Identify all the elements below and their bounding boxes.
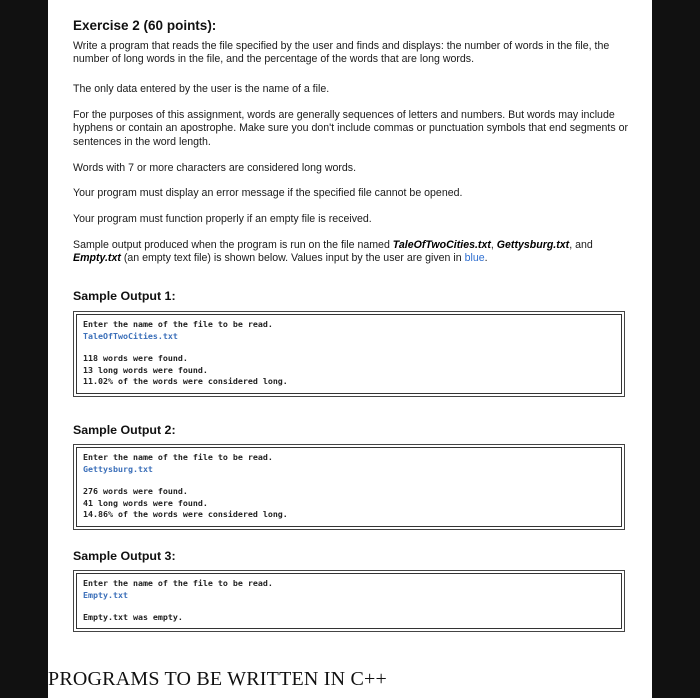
sample-heading-1: Sample Output 1: — [73, 289, 176, 303]
intro-after: (an empty text file) is shown below. Values input by the user are given in — [120, 252, 465, 265]
exercise-title: Exercise 2 (60 points): — [73, 18, 217, 33]
paragraph-task: Write a program that reads the file specified by the user and finds and displays: the number of words in the file, the number of long words in the file, and the percentage of the words that are long words. — [73, 40, 610, 66]
sample-output-box-1 — [73, 311, 625, 397]
paragraph-word-definition: For the purposes of this assignment, words are generally sequences of letters and numbers. But words may include hyphens or contain an apostrophe. Make sure you don't include commas or punctuation symbols that end segments or sentences in the word length. — [73, 109, 628, 148]
result-line: 118 words were found. — [83, 353, 188, 364]
user-input-line: Gettysburg.txt — [83, 463, 153, 474]
user-input-line: Empty.txt — [83, 589, 128, 600]
prompt-line: Enter the name of the file to be read. — [83, 319, 273, 329]
result-line: 13 long words were found. — [83, 364, 208, 375]
document-page — [60, 0, 640, 698]
console-output-3 — [76, 573, 622, 629]
paragraph-sample-intro — [73, 239, 633, 266]
right-border-bar — [652, 0, 700, 698]
console-output-2 — [76, 447, 622, 527]
blue-word: blue — [464, 252, 485, 265]
user-input-line: TaleOfTwoCities.txt — [83, 330, 178, 341]
sample-output-box-2 — [73, 444, 625, 530]
intro-text: Sample output produced when the program is run on the file named — [73, 239, 393, 251]
prompt-line: Enter the name of the file to be read. — [83, 452, 273, 462]
blank-line — [83, 342, 615, 353]
result-line: 11.02% of the words were considered long. — [83, 376, 288, 387]
intro-end: . — [484, 252, 488, 265]
paragraph-long-words: Words with 7 or more characters are considered long words. — [73, 162, 357, 174]
blank-line — [83, 601, 615, 612]
blank-line — [83, 475, 615, 486]
footer-caption: PROGRAMS TO BE WRITTEN IN C++ — [48, 668, 387, 690]
result-line: Empty.txt was empty. — [83, 612, 183, 623]
console-output-1 — [76, 314, 622, 394]
file-name-gettysburg: Gettysburg.txt — [496, 239, 570, 251]
result-line: 276 words were found. — [83, 486, 188, 497]
sample-output-box-3 — [73, 570, 625, 632]
intro-sep-1: , — [490, 239, 497, 251]
sample-heading-3: Sample Output 3: — [73, 549, 176, 563]
intro-sep-2: , and — [569, 239, 593, 251]
result-line: 14.86% of the words were considered long. — [83, 509, 288, 520]
paragraph-empty-file: Your program must function properly if an empty file is received. — [73, 213, 372, 225]
file-name-empty: Empty.txt — [73, 252, 121, 265]
result-line: 41 long words were found. — [83, 497, 208, 508]
paragraph-error-message: Your program must display an error message if the specified file cannot be opened. — [73, 187, 463, 199]
left-border-bar — [0, 0, 48, 698]
file-name-tale: TaleOfTwoCities.txt — [392, 239, 491, 251]
sample-heading-2: Sample Output 2: — [73, 423, 176, 437]
paragraph-input: The only data entered by the user is the name of a file. — [73, 83, 330, 95]
prompt-line: Enter the name of the file to be read. — [83, 578, 273, 588]
